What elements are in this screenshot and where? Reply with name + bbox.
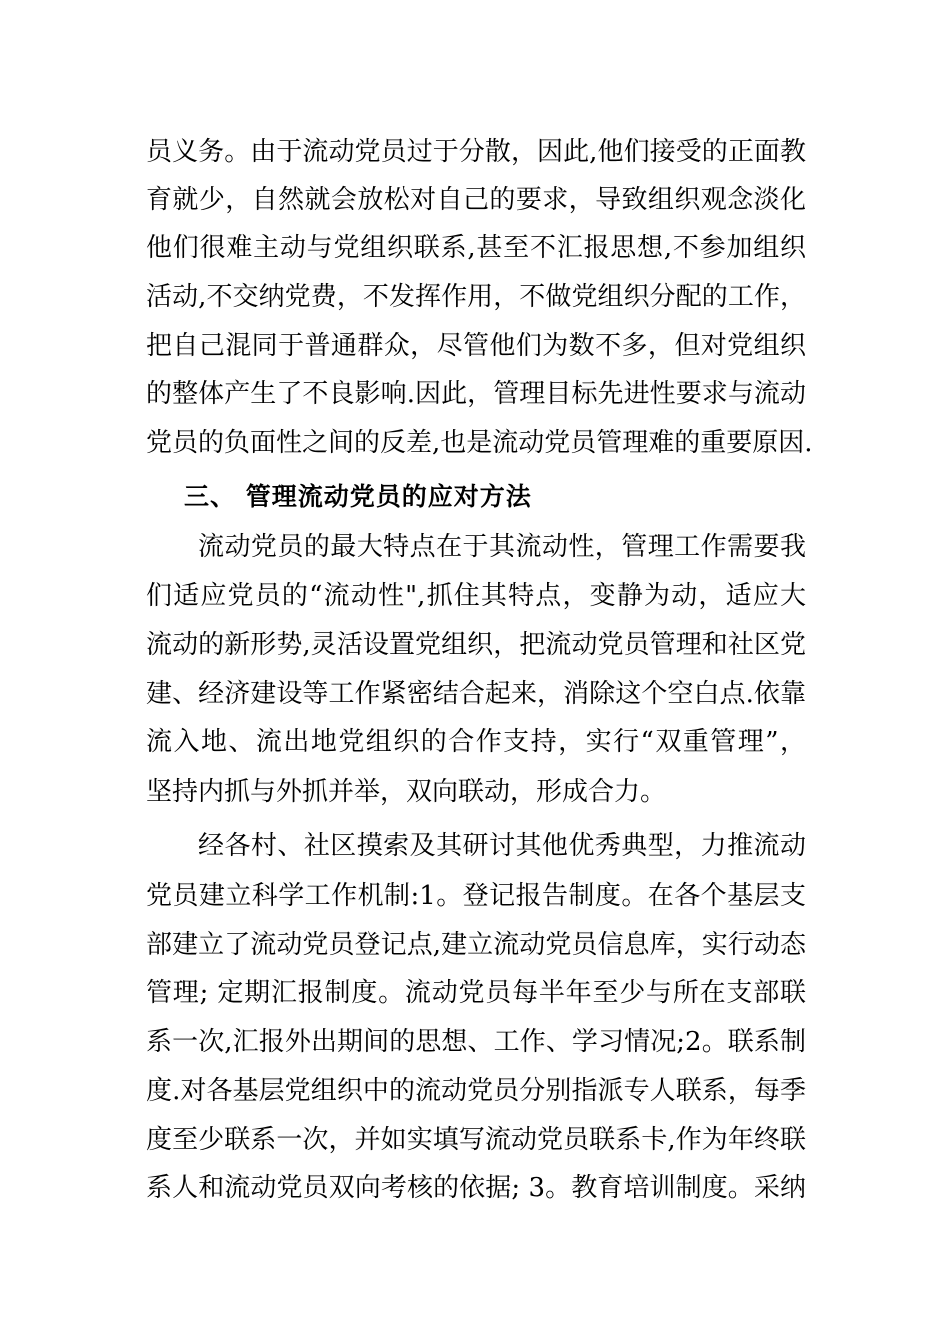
paragraph-2-line-3: 流动的新形势,灵活设置党组织，把流动党员管理和社区党	[146, 630, 806, 660]
paragraph-1-line-1: 员义务。由于流动党员过于分散，因此,他们接受的正面教	[146, 137, 806, 167]
paragraph-2-line-4: 建、经济建设等工作紧密结合起来，消除这个空白点.依靠	[146, 679, 806, 709]
paragraph-3-line-2: 党员建立科学工作机制:1。登记报告制度。在各个基层支	[146, 881, 806, 911]
paragraph-3-line-7: 度至少联系一次，并如实填写流动党员联系卡,作为年终联	[146, 1125, 806, 1155]
paragraph-1-line-7: 党员的负面性之间的反差,也是流动党员管理难的重要原因.	[146, 428, 813, 458]
paragraph-2-line-2: 们适应党员的“流动性",抓住其特点，变静为动，适应大	[146, 581, 806, 611]
paragraph-1-line-4: 活动,不交纳党费，不发挥作用，不做党组织分配的工作，	[146, 282, 806, 312]
paragraph-1-line-2: 育就少，自然就会放松对自己的要求，导致组织观念淡化	[146, 185, 806, 215]
paragraph-2-line-1: 流动党员的最大特点在于其流动性，管理工作需要我	[198, 532, 806, 562]
paragraph-2-line-5: 流入地、流出地党组织的合作支持，实行“双重管理”，	[146, 727, 806, 757]
paragraph-1-line-5: 把自己混同于普通群众，尽管他们为数不多，但对党组织	[146, 331, 806, 361]
paragraph-3-line-5: 系一次,汇报外出期间的思想、工作、学习情况;2。联系制	[146, 1027, 806, 1057]
paragraph-3-line-8: 系人和流动党员双向考核的依据; 3。教育培训制度。采纳	[146, 1173, 806, 1203]
paragraph-3-line-6: 度.对各基层党组织中的流动党员分别指派专人联系，每季	[146, 1076, 806, 1106]
paragraph-3-line-4: 管理; 定期汇报制度。流动党员每半年至少与所在支部联	[146, 978, 806, 1008]
paragraph-2-line-6: 坚持内抓与外抓并举，双向联动，形成合力。	[146, 777, 667, 807]
paragraph-1-line-3: 他们很难主动与党组织联系,甚至不汇报思想,不参加组织	[146, 233, 806, 263]
paragraph-3-line-1: 经各村、社区摸索及其研讨其他优秀典型，力推流动	[198, 831, 806, 861]
paragraph-1-line-6: 的整体产生了不良影响.因此，管理目标先进性要求与流动	[146, 379, 806, 409]
section-heading: 三、 管理流动党员的应对方法	[184, 482, 532, 511]
paragraph-3-line-3: 部建立了流动党员登记点,建立流动党员信息库，实行动态	[146, 930, 806, 960]
